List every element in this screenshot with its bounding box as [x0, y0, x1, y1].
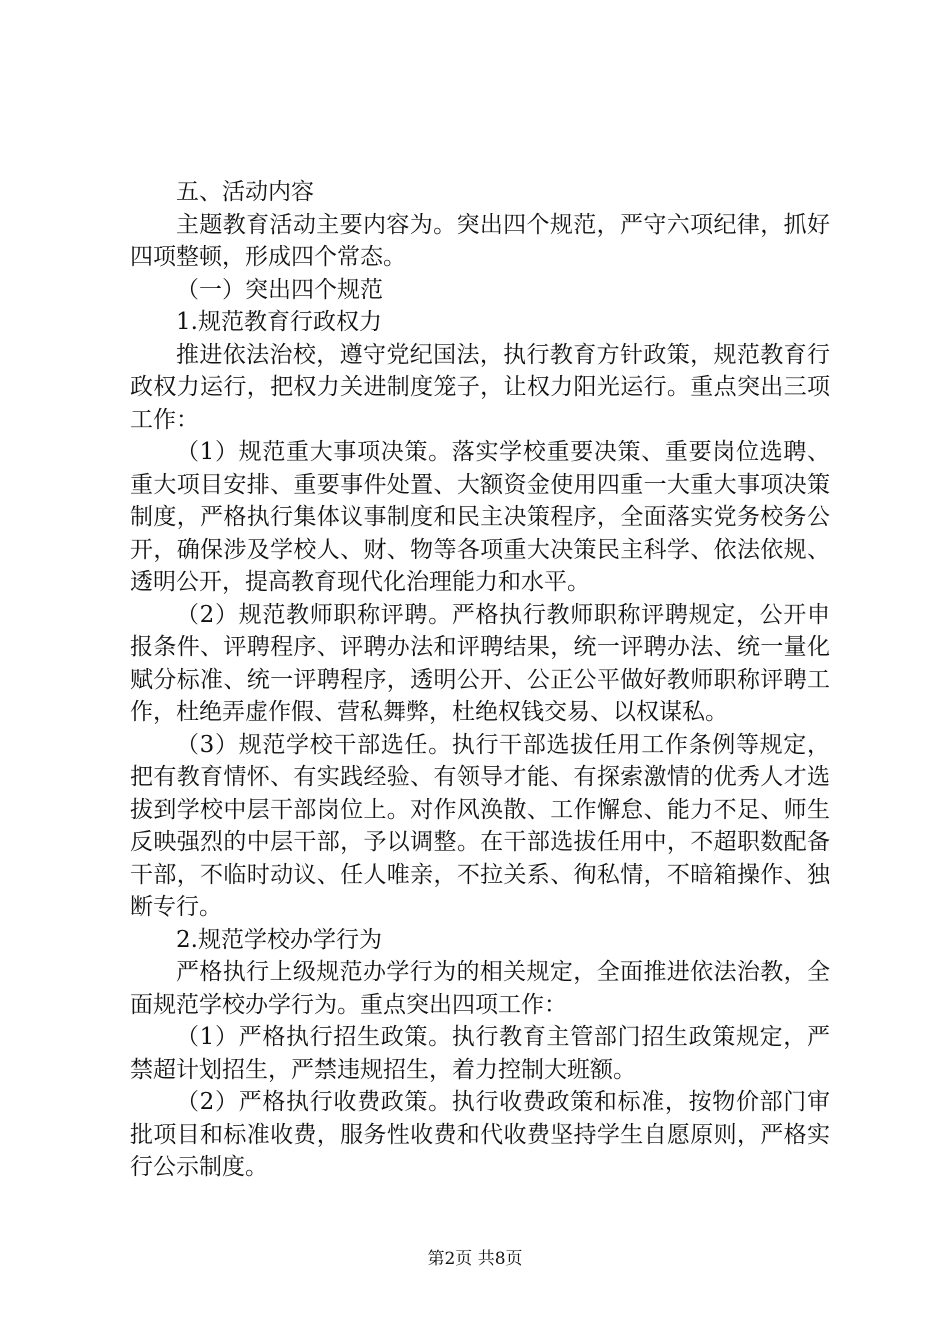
section-heading: 五、活动内容 [176, 179, 314, 205]
document-body [130, 176, 830, 1184]
body-paragraph: 严格执行上级规范办学行为的相关规定，全面推进依法治教，全面规范学校办学行为。重点突出四项工作： [130, 959, 830, 1018]
item-title: 2.规范学校办学行为 [176, 926, 382, 953]
body-paragraph: （2）规范教师职称评聘。严格执行教师职称评聘规定，公开申报条件、评聘程序、评聘办法和评聘结果，统一评聘办法、统一量化赋分标准、统一评聘程序，透明公开、公正公平做好教师职称评聘工作，杜绝弄虚作假、营私舞弊，杜绝权钱交易、以权谋私。 [130, 601, 830, 725]
body-paragraph: （1）严格执行招生政策。执行教育主管部门招生政策规定，严禁超计划招生，严禁违规招生，着力控制大班额。 [130, 1024, 830, 1083]
body-paragraph: （2）严格执行收费政策。执行收费政策和标准，按物价部门审批项目和标准收费，服务性收费和代收费坚持学生自愿原则，严格实行公示制度。 [130, 1089, 830, 1180]
item-title: 1.规范教育行政权力 [176, 309, 382, 335]
body-paragraph: （1）规范重大事项决策。落实学校重要决策、重要岗位选聘、重大项目安排、重要事件处置、大额资金使用四重一大重大事项决策制度，严格执行集体议事制度和民主决策程序，全面落实党务校务公开，确保涉及学校人、财、物等各项重大决策民主科学、依法依规、透明公开，提高教育现代化治理能力和水平。 [130, 439, 830, 595]
body-paragraph: 推进依法治校，遵守党纪国法，执行教育方针政策，规范教育行政权力运行，把权力关进制度笼子，让权力阳光运行。重点突出三项工作： [130, 341, 830, 433]
intro-paragraph: 主题教育活动主要内容为。突出四个规范，严守六项纪律，抓好四项整顿，形成四个常态。 [130, 211, 830, 270]
body-paragraph: （3）规范学校干部选任。执行干部选拔任用工作条例等规定，把有教育情怀、有实践经验、有领导才能、有探索激情的优秀人才选拔到学校中层干部岗位上。对作风涣散、工作懈怠、能力不足、师生反映强烈的中层干部，予以调整。在干部选拔任用中，不超职数配备干部，不临时动议、任人唯亲，不拉关系、徇私情，不暗箱操作、独断专行。 [130, 731, 830, 920]
page-number-footer: 第2页 共8页 [427, 1249, 523, 1269]
sub-heading: （一）突出四个规范 [176, 276, 383, 303]
